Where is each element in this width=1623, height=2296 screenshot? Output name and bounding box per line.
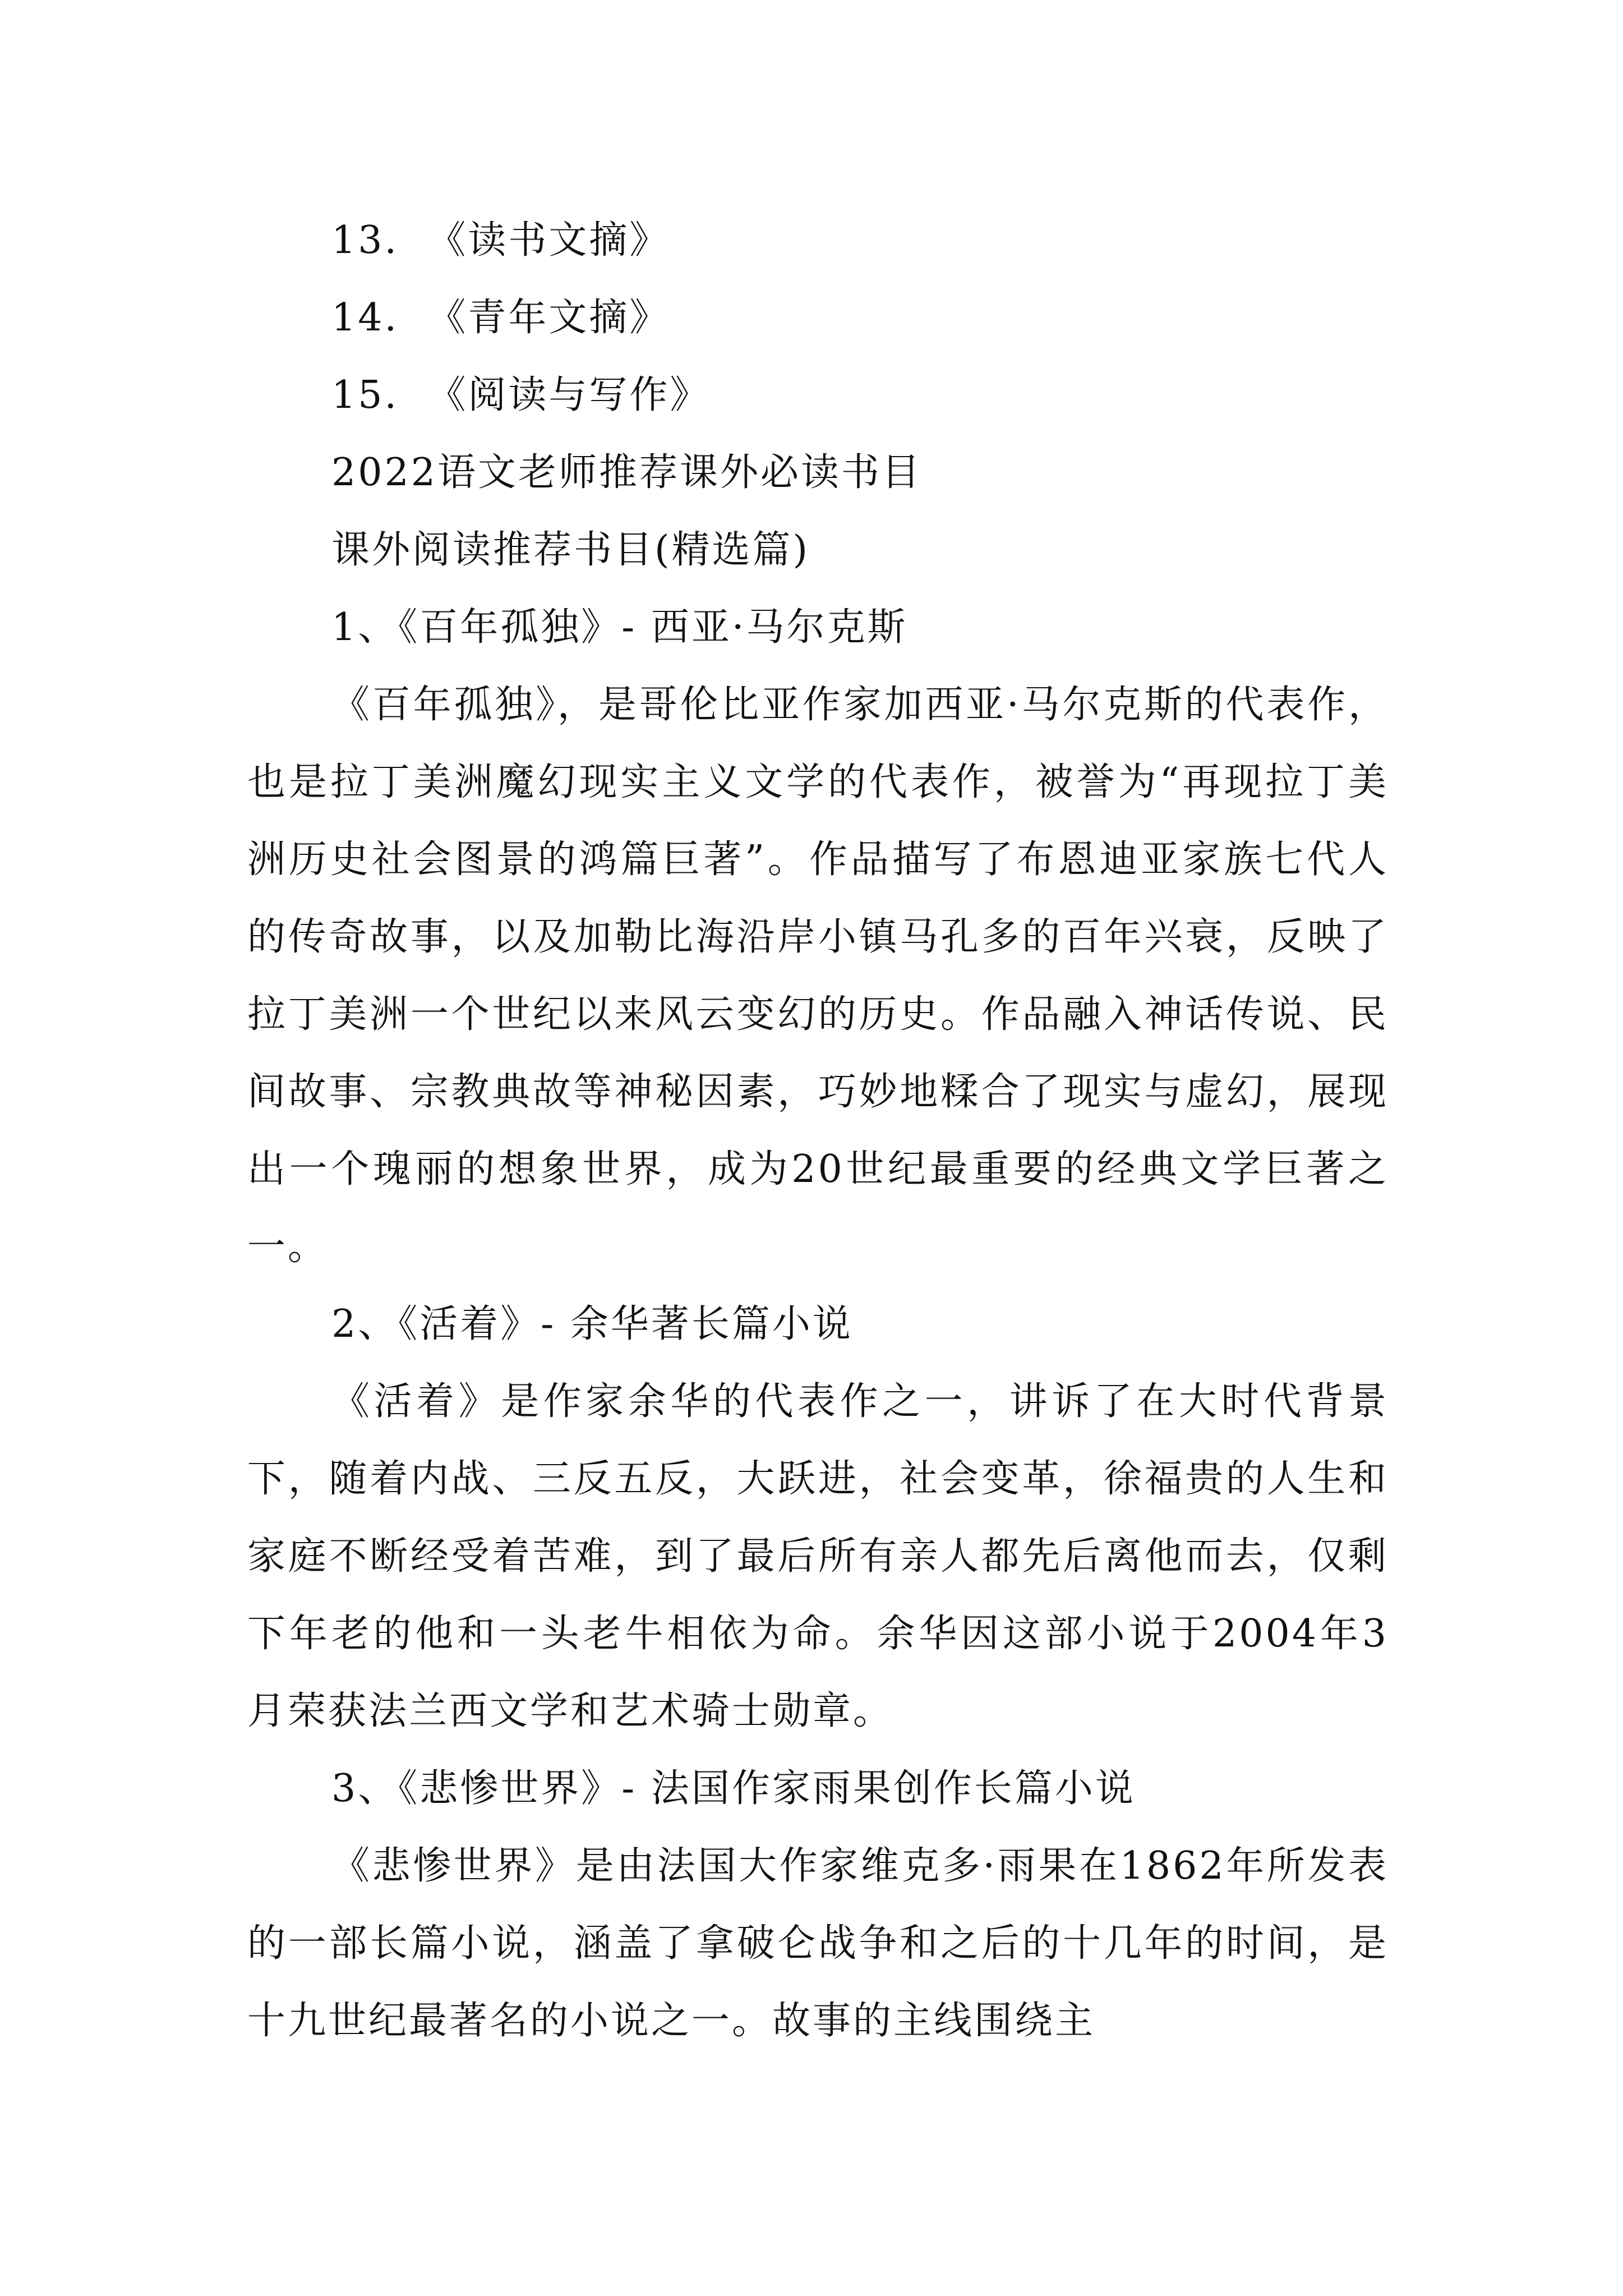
book-description-1: 《百年孤独》，是哥伦比亚作家加西亚·马尔克斯的代表作，也是拉丁美洲魔幻现实主义文学的代表作，被誉为“再现拉丁美洲历史社会图景的鸿篇巨著”。作品描写了布恩迪亚家族七代人的传奇故事，以及加勒比海沿岸小镇马孔多的百年兴衰，反映了拉丁美洲一个世纪以来风云变幻的历史。作品融入神话传说、民间故事、宗教典故等神秘因素，巧妙地糅合了现实与虚幻，展现出一个瑰丽的想象世界，成为20世纪最重要的经典文学巨著之一。 <box>247 683 1389 1269</box>
book-title-3: 3、《悲惨世界》- 法国作家雨果创作长篇小说 <box>331 1766 1136 1811</box>
section-subheading: 课外阅读推荐书目(精选篇) <box>331 528 810 572</box>
list-item-15: 15. 《阅读与写作》 <box>331 373 711 417</box>
book-title-1: 1、《百年孤独》- 西亚·马尔克斯 <box>331 605 908 650</box>
book-title-2: 2、《活着》- 余华著长篇小说 <box>331 1302 853 1346</box>
section-heading: 2022语文老师推荐课外必读书目 <box>331 450 923 495</box>
document-body <box>247 202 1389 2060</box>
list-item-13: 13. 《读书文摘》 <box>331 218 670 263</box>
book-description-2: 《活着》是作家余华的代表作之一，讲诉了在大时代背景下，随着内战、三反五反，大跃进，社会变革，徐福贵的人生和家庭不断经受着苦难，到了最后所有亲人都先后离他而去，仅剩下年老的他和一头老牛相依为命。余华因这部小说于2004年3月荣获法兰西文学和艺术骑士勋章。 <box>247 1379 1389 1733</box>
list-item-14: 14. 《青年文摘》 <box>331 296 670 340</box>
book-description-3: 《悲惨世界》是由法国大作家维克多·雨果在1862年所发表的一部长篇小说，涵盖了拿破仑战争和之后的十几年的时间，是十九世纪最著名的小说之一。故事的主线围绕主 <box>247 1844 1389 2043</box>
